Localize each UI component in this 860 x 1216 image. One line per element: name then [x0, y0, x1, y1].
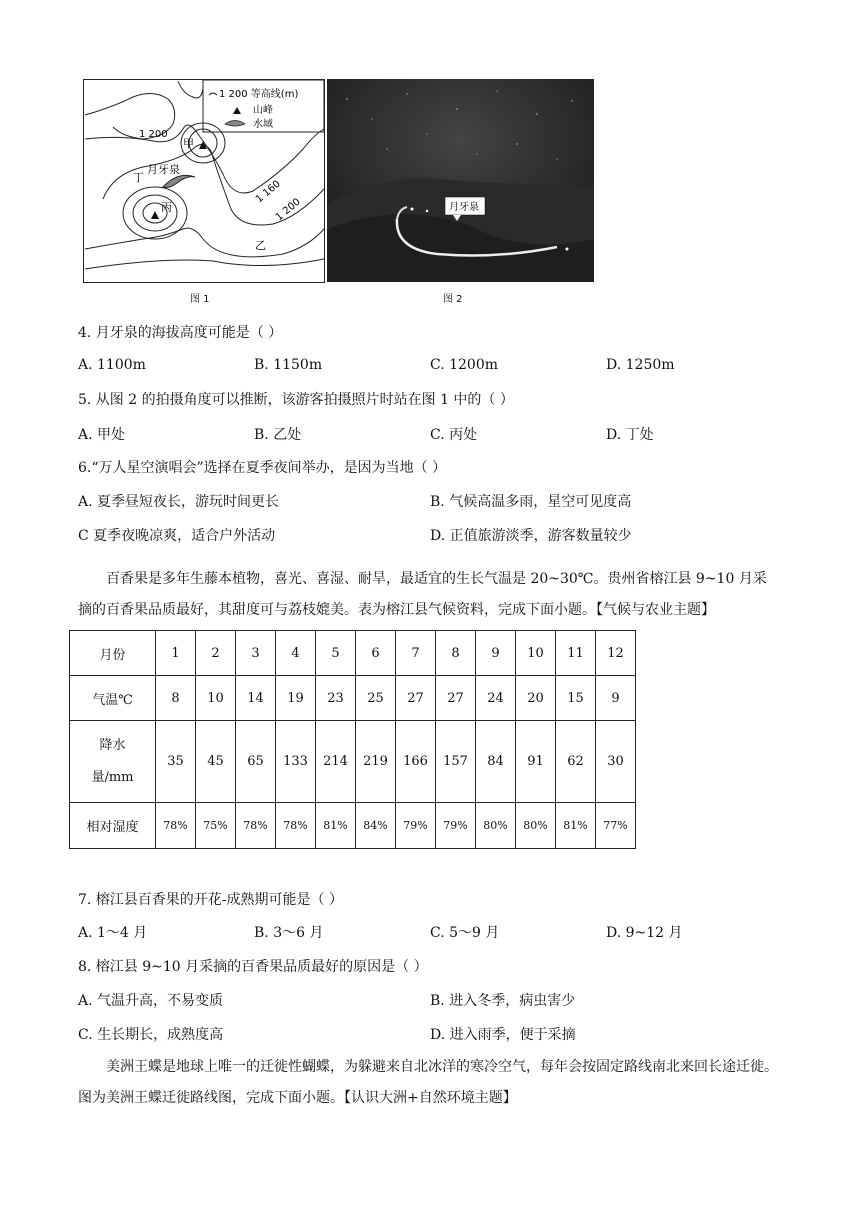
- precipitation-header-text: 降水量/mm: [91, 737, 134, 785]
- humidity-cell: 81%: [556, 803, 596, 849]
- climate-table: [69, 630, 636, 849]
- precipitation-cell: 157: [436, 721, 476, 803]
- question-6-stem: 6.“万人星空演唱会”选择在夏季夜间举办，是因为当地（ ）: [78, 460, 447, 476]
- humidity-cell: 81%: [316, 803, 356, 849]
- q4-option-b[interactable]: B. 1150m: [254, 357, 323, 373]
- q8-option-d[interactable]: D. 进入雨季，便于采摘: [430, 1027, 576, 1043]
- precipitation-cell: 62: [556, 721, 596, 803]
- header-month: 月份: [70, 631, 156, 676]
- passage-passion-fruit: 百香果是多年生藤本植物，喜光、喜湿、耐旱，最适宜的生长气温是 20~30℃。贵州省榕江县 9~10 月采摘的百香果品质最好，其甜度可与荔枝媲美。表为榕江县气候资料，完成下面小题。【气候与农业主题】: [78, 571, 767, 618]
- legend-contour: 1 200 等高线(m): [219, 89, 299, 100]
- label-1160: 1 160: [253, 178, 283, 206]
- precipitation-cell: 133: [276, 721, 316, 803]
- header-temperature: 气温℃: [70, 676, 156, 721]
- temperature-cell: 23: [316, 676, 356, 721]
- question-8-stem: 8. 榕江县 9~10 月采摘的百香果品质最好的原因是（ ）: [78, 959, 428, 975]
- question-7-stem: 7. 榕江县百香果的开花-成熟期可能是（ ）: [78, 892, 343, 908]
- temperature-cell: 15: [556, 676, 596, 721]
- humidity-cell: 80%: [516, 803, 556, 849]
- q8-option-a[interactable]: A. 气温升高，不易变质: [78, 993, 224, 1009]
- passage-monarch-butterfly: 美洲王蝶是地球上唯一的迁徙性蝴蝶，为躲避来自北冰洋的寒冷空气，每年会按固定路线南北来回长途迁徙。图为美洲王蝶迁徙路线图，完成下面小题。【认识大洲+自然环境主题】: [78, 1059, 778, 1106]
- contour-map-figure: [83, 79, 325, 284]
- q7-option-c[interactable]: C. 5～9 月: [430, 925, 500, 941]
- humidity-cell: 84%: [356, 803, 396, 849]
- q4-option-a[interactable]: A. 1100m: [78, 357, 146, 373]
- table-row-temperature: [70, 676, 636, 721]
- fig2-caption: 图 2: [443, 294, 463, 305]
- q6-option-d[interactable]: D. 正值旅游淡季，游客数量较少: [430, 528, 632, 544]
- label-1200-right: 1 200: [273, 196, 303, 224]
- month-cell: 5: [316, 631, 356, 676]
- q6-option-b[interactable]: B. 气候高温多雨，星空可见度高: [430, 494, 632, 510]
- humidity-cell: 80%: [476, 803, 516, 849]
- humidity-cell: 78%: [276, 803, 316, 849]
- month-cell: 4: [276, 631, 316, 676]
- month-cell: 7: [396, 631, 436, 676]
- humidity-cell: 78%: [236, 803, 276, 849]
- temperature-cell: 25: [356, 676, 396, 721]
- legend-peak: 山峰: [253, 105, 273, 116]
- table-row-precipitation: [70, 721, 636, 803]
- question-4-stem: 4. 月牙泉的海拔高度可能是（ ）: [78, 325, 283, 341]
- temperature-cell: 8: [156, 676, 196, 721]
- header-humidity: 相对湿度: [70, 803, 156, 849]
- q8-option-c[interactable]: C. 生长期长，成熟度高: [78, 1027, 224, 1043]
- label-bing: 丙: [161, 201, 172, 214]
- temperature-cell: 9: [596, 676, 636, 721]
- q5-option-a[interactable]: A. 甲处: [78, 427, 126, 443]
- month-cell: 10: [516, 631, 556, 676]
- month-cell: 6: [356, 631, 396, 676]
- label-yueyaquan: 月牙泉: [147, 163, 180, 176]
- table-row-humidity: [70, 803, 636, 849]
- precipitation-cell: 45: [196, 721, 236, 803]
- precipitation-cell: 214: [316, 721, 356, 803]
- precipitation-cell: 91: [516, 721, 556, 803]
- legend-water: 水域: [253, 119, 273, 130]
- temperature-cell: 24: [476, 676, 516, 721]
- q5-option-d[interactable]: D. 丁处: [606, 427, 654, 443]
- temperature-cell: 27: [436, 676, 476, 721]
- table-row-months: [70, 631, 636, 676]
- header-precipitation: [70, 721, 156, 803]
- q4-option-c[interactable]: C. 1200m: [430, 357, 499, 373]
- label-yi: 乙: [255, 239, 266, 252]
- q6-option-c[interactable]: C 夏季夜晚凉爽，适合户外活动: [78, 528, 276, 544]
- month-cell: 3: [236, 631, 276, 676]
- precipitation-cell: 166: [396, 721, 436, 803]
- precipitation-cell: 84: [476, 721, 516, 803]
- humidity-cell: 79%: [436, 803, 476, 849]
- month-cell: 12: [596, 631, 636, 676]
- month-cell: 8: [436, 631, 476, 676]
- fig1-caption: 图 1: [190, 294, 210, 305]
- precipitation-cell: 219: [356, 721, 396, 803]
- temperature-cell: 20: [516, 676, 556, 721]
- temperature-cell: 10: [196, 676, 236, 721]
- q6-option-a[interactable]: A. 夏季昼短夜长，游玩时间更长: [78, 494, 280, 510]
- label-1200-top: 1 200: [139, 129, 168, 140]
- label-jia: 甲: [183, 137, 194, 150]
- month-cell: 11: [556, 631, 596, 676]
- q8-option-b[interactable]: B. 进入冬季，病虫害少: [430, 993, 576, 1009]
- precipitation-cell: 35: [156, 721, 196, 803]
- temperature-cell: 19: [276, 676, 316, 721]
- q5-option-c[interactable]: C. 丙处: [430, 427, 478, 443]
- q7-option-d[interactable]: D. 9~12 月: [606, 925, 683, 941]
- precipitation-cell: 30: [596, 721, 636, 803]
- q7-option-a[interactable]: A. 1～4 月: [78, 925, 148, 941]
- humidity-cell: 79%: [396, 803, 436, 849]
- photo-yueyaquan-label: 月牙泉: [449, 202, 479, 213]
- q4-option-d[interactable]: D. 1250m: [606, 357, 675, 373]
- month-cell: 1: [156, 631, 196, 676]
- night-photo-figure: [327, 79, 594, 282]
- q5-option-b[interactable]: B. 乙处: [254, 427, 302, 443]
- q7-option-b[interactable]: B. 3～6 月: [254, 925, 324, 941]
- month-cell: 9: [476, 631, 516, 676]
- humidity-cell: 78%: [156, 803, 196, 849]
- label-ding: 丁: [133, 171, 144, 184]
- humidity-cell: 77%: [596, 803, 636, 849]
- precipitation-cell: 65: [236, 721, 276, 803]
- month-cell: 2: [196, 631, 236, 676]
- humidity-cell: 75%: [196, 803, 236, 849]
- temperature-cell: 27: [396, 676, 436, 721]
- temperature-cell: 14: [236, 676, 276, 721]
- question-5-stem: 5. 从图 2 的拍摄角度可以推断，该游客拍摄照片时站在图 1 中的（ ）: [78, 392, 514, 408]
